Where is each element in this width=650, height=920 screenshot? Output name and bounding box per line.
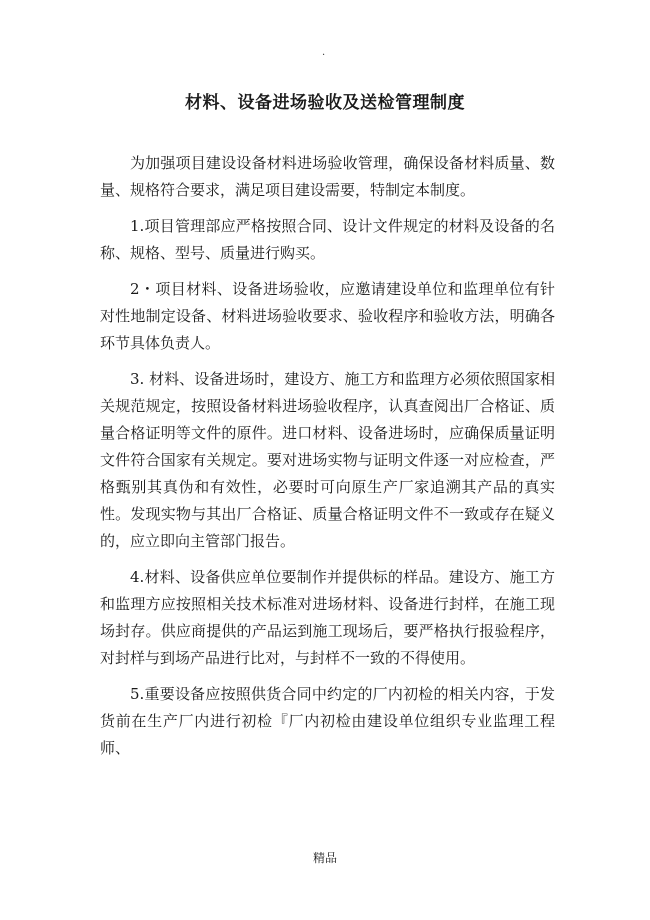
paragraph-intro: 为加强项目建设设备材料进场验收管理，确保设备材料质量、数量、规格符合要求，满足项目建设需要，特制定本制度。 (100, 154, 555, 199)
paragraph-item-2: 2・项目材料、设备进场验收，应邀请建设单位和监理单位有针对性地制定设备、材料进场验收要求、验收程序和验收方法，明确各环节具体负责人。 (100, 280, 555, 352)
document-title: 材料、设备进场验收及送检管理制度 (185, 93, 465, 113)
paragraph-item-5: 5.重要设备应按照供货合同中约定的厂内初检的相关内容，于发货前在生产厂内进行初检『厂内初检由建设单位组织专业监理工程师、 (100, 685, 555, 757)
top-mark: . (322, 47, 326, 58)
paragraph-item-1: 1.项目管理部应严格按照合同、设计文件规定的材料及设备的名称、规格、型号、质量进行购买。 (100, 217, 555, 262)
document-body (100, 150, 555, 771)
paragraph-item-4: 4.材料、设备供应单位要制作并提供标的样品。建设方、施工方和监理方应按照相关技术标准对进场材料、设备进行封样，在施工现场封存。供应商提供的产品运到施工现场后，要严格执行报验程序，对封样与到场产品进行比对，与封样不一致的不得使用。 (100, 568, 555, 667)
paragraph-item-3: 3. 材料、设备进场时，建设方、施工方和监理方必须依照国家相关规范规定，按照设备材料进场验收程序，认真查阅出厂合格证、质量合格证明等文件的原件。进口材料、设备进场时，应确保质量证明文件符合国家有关规定。要对进场实物与证明文件逐一对应检查，严格甄别其真伪和有效性，必要时可向原生产厂家追溯其产品的真实性。发现实物与其出厂合格证、质量合格证明文件不一致或存在疑义的，应立即向主管部门报告。 (100, 370, 555, 550)
page-footer: 精品 (312, 851, 337, 865)
